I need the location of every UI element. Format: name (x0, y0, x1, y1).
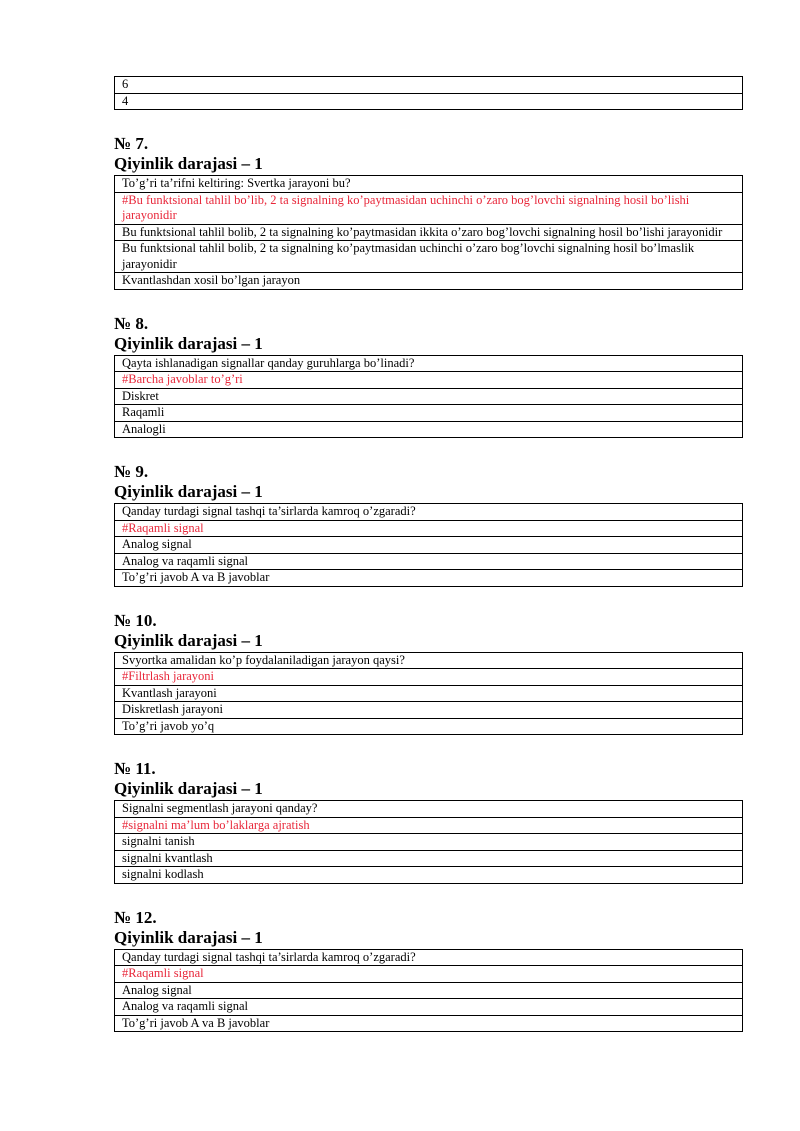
answer-option: Kvantlash jarayoni (115, 685, 743, 702)
correct-answer: #Filtrlash jarayoni (115, 669, 743, 686)
answer-option: Analog signal (115, 537, 743, 554)
correct-answer: #Barcha javoblar to’g’ri (115, 372, 743, 389)
difficulty-level: Qiyinlik darajasi – 1 (114, 779, 263, 798)
answer-option: Diskret (115, 388, 743, 405)
question-table (114, 175, 743, 290)
answer-option: Analog va raqamli signal (115, 999, 743, 1016)
difficulty-level: Qiyinlik darajasi – 1 (114, 927, 263, 947)
question-text: Qayta ishlanadigan signallar qanday guruhlarga bo’linadi? (115, 355, 743, 372)
difficulty-level: Qiyinlik darajasi – 1 (114, 333, 263, 353)
question-text: To’g’ri ta’rifni keltiring: Svertka jarayoni bu? (115, 176, 743, 193)
question-text: Qanday turdagi signal tashqi ta’sirlarda kamroq o’zgaradi? (115, 504, 743, 521)
answer-option: Analog signal (115, 982, 743, 999)
question-table (114, 503, 743, 587)
answer-option: To’g’ri javob A va B javoblar (115, 1015, 743, 1032)
difficulty-level: Qiyinlik darajasi – 1 (114, 630, 263, 650)
question-number: № 11. (114, 759, 156, 778)
answer-option: signalni kvantlash (115, 850, 743, 867)
question-text: Signalni segmentlash jarayoni qanday? (115, 801, 743, 818)
question-table (114, 949, 743, 1033)
question-block (114, 314, 743, 439)
correct-answer: #Raqamli signal (115, 520, 743, 537)
answer-option: Diskretlash jarayoni (115, 702, 743, 719)
question-block (114, 134, 743, 290)
answer-option: Raqamli (115, 405, 743, 422)
question-table (114, 652, 743, 736)
answer-option: 4 (115, 93, 743, 110)
answer-option: Analog va raqamli signal (115, 553, 743, 570)
answer-option: signalni tanish (115, 834, 743, 851)
question-number: № 7. (114, 134, 149, 153)
question-text: Qanday turdagi signal tashqi ta’sirlarda kamroq o’zgaradi? (115, 949, 743, 966)
answer-option: signalni kodlash (115, 867, 743, 884)
correct-answer: #Raqamli signal (115, 966, 743, 983)
question-number: № 8. (114, 313, 149, 333)
answer-option: Analogli (115, 421, 743, 438)
answer-option: Bu funktsional tahlil bolib, 2 ta signalning ko’paytmasidan ikkita o’zaro bog’lovchi signalning hosil bo’lishi jarayonidir (115, 224, 743, 241)
correct-answer: #Bu funktsional tahlil bo’lib, 2 ta signalning ko’paytmasidan uchinchi o’zaro bog’lovchi signalning hosil bo’lishi jarayonidir (115, 192, 743, 224)
question-table (114, 800, 743, 884)
answer-option: Kvantlashdan xosil bo’lgan jarayon (115, 273, 743, 290)
document-page (114, 76, 743, 1032)
question-text: Svyortka amalidan ko’p foydalaniladigan jarayon qaysi? (115, 652, 743, 669)
question-table (114, 355, 743, 439)
difficulty-level: Qiyinlik darajasi – 1 (114, 482, 263, 501)
question-number: № 9. (114, 462, 149, 481)
answer-option: 6 (115, 77, 743, 94)
correct-answer: #signalni ma’lum bo’laklarga ajratish (115, 817, 743, 834)
answer-option: To’g’ri javob A va B javoblar (115, 570, 743, 587)
question-block (114, 462, 743, 587)
answer-option: Bu funktsional tahlil bolib, 2 ta signalning ko’paytmasidan uchinchi o’zaro bog’lovchi signalning hosil bo’lmaslik jarayonidir (115, 241, 743, 273)
question-list (114, 134, 743, 1032)
answer-table-continued (114, 76, 743, 110)
answer-option: To’g’ri javob yo’q (115, 718, 743, 735)
question-block (114, 759, 743, 884)
question-number: № 12. (114, 907, 157, 927)
question-number: № 10. (114, 610, 157, 630)
question-block (114, 611, 743, 736)
question-block (114, 908, 743, 1033)
difficulty-level: Qiyinlik darajasi – 1 (114, 154, 263, 173)
